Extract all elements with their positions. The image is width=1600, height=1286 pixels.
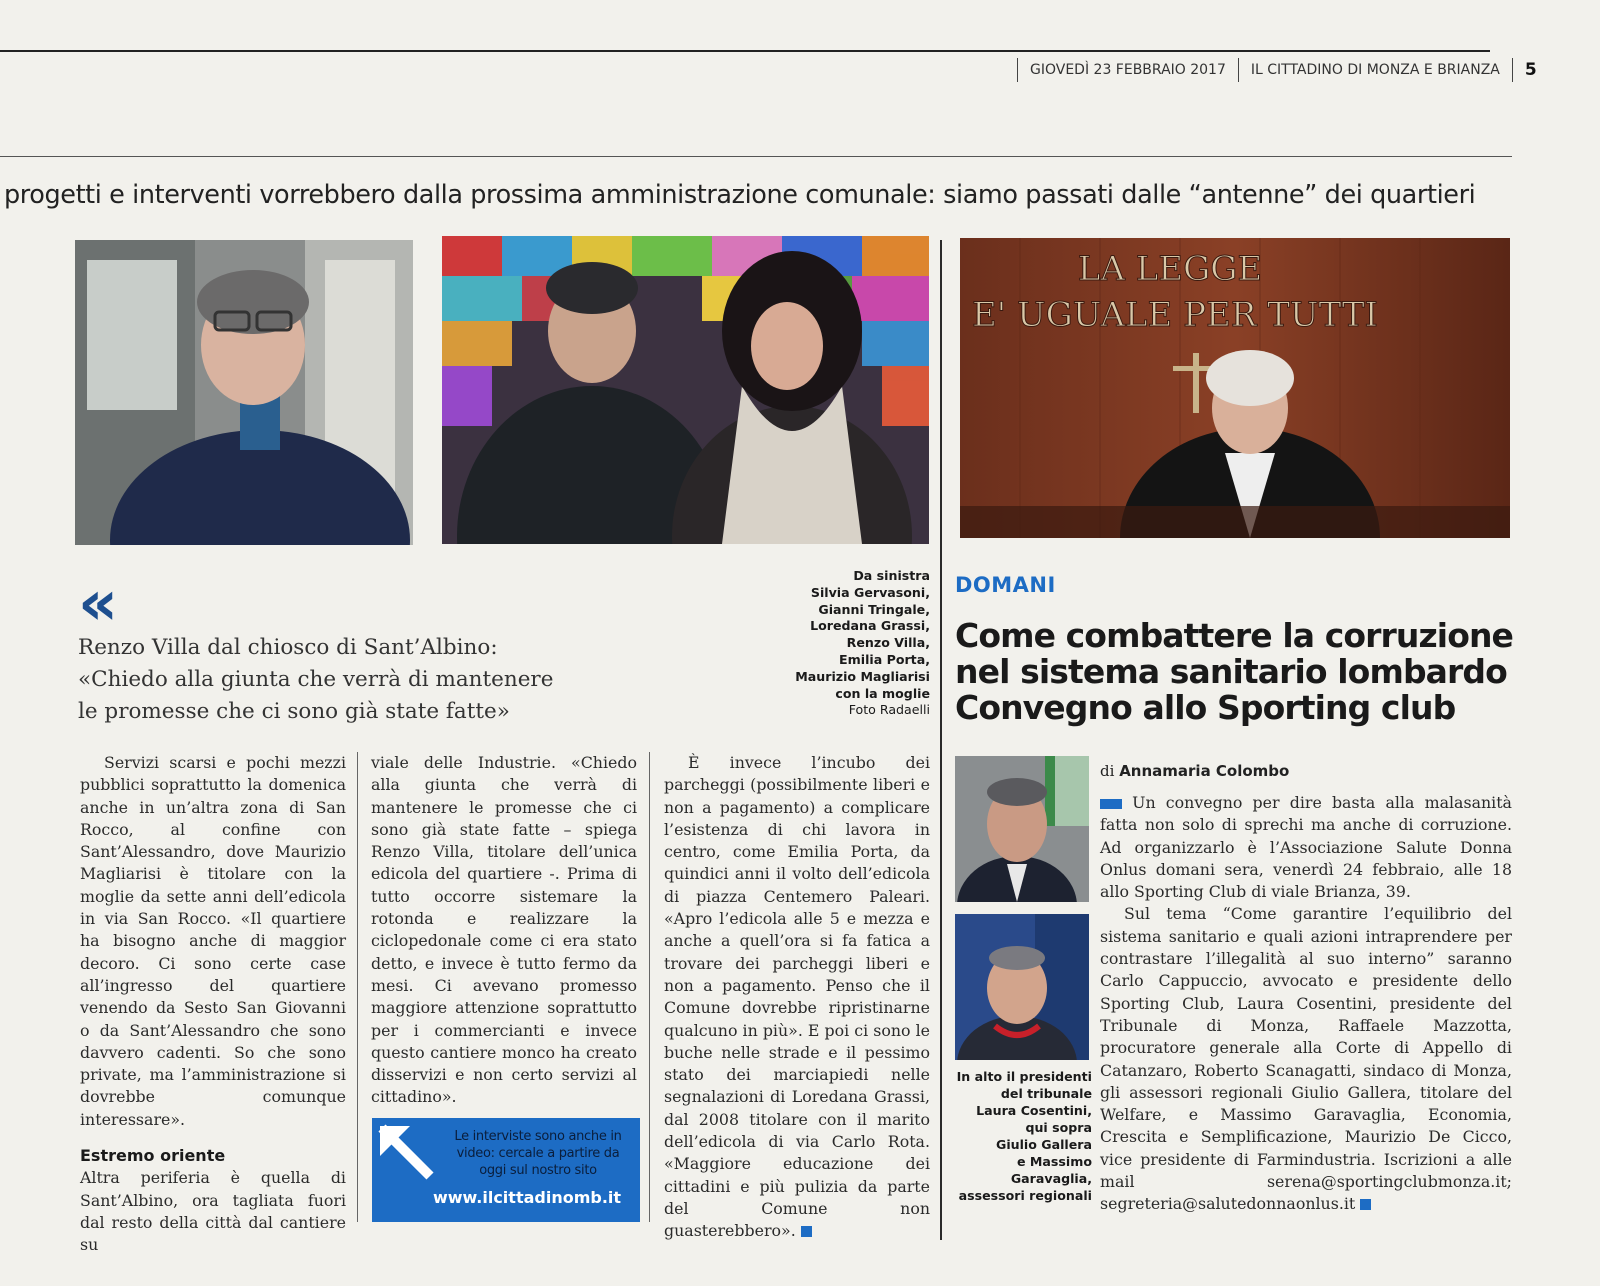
caption-line: e Massimo	[1016, 1154, 1092, 1169]
subheading: Estremo oriente	[80, 1146, 226, 1166]
caption-line: Loredana Grassi,	[810, 618, 930, 634]
photo-credit: Foto Radaelli	[848, 702, 930, 718]
photo-courtroom-image	[960, 238, 1510, 538]
portrait-gallera-image	[955, 756, 1089, 902]
end-mark	[1360, 1199, 1371, 1210]
promo-text: Le interviste sono anche in video: cercale a partire da oggi sul nostro sito	[454, 1129, 622, 1178]
photo-caption	[760, 568, 930, 719]
column-divider	[940, 240, 942, 1240]
article-column-2	[371, 752, 637, 1109]
lead-mark	[1100, 799, 1122, 809]
page-number: 5	[1524, 60, 1537, 80]
caption-line: Garavaglia,	[1010, 1171, 1092, 1186]
column-rule	[649, 752, 650, 1222]
header-date: GIOVEDÌ 23 FEBBRAIO 2017	[1030, 62, 1226, 78]
promo-link[interactable]: www.ilcittadinomb.it	[432, 1188, 622, 1207]
article-title	[955, 618, 1515, 726]
portrait-caption	[950, 1068, 1092, 1204]
photo-kiosk-woman	[75, 240, 413, 545]
photo-newsstand-couple	[442, 236, 929, 544]
header-publication: IL CITTADINO DI MONZA E BRIANZA	[1250, 62, 1500, 78]
article-column-3	[664, 752, 930, 1243]
pull-quote	[78, 632, 628, 728]
article-column-1	[80, 752, 346, 1257]
portrait-gallera	[955, 756, 1089, 902]
caption-line: In alto il presidenti	[956, 1069, 1092, 1084]
pull-quote-line: Renzo Villa dal chiosco di Sant’Albino:	[78, 635, 498, 660]
caption-line: Emilia Porta,	[839, 651, 930, 667]
header-separator	[1512, 58, 1513, 82]
title-line: nel sistema sanitario lombardo	[955, 652, 1507, 691]
caption-line: Gianni Tringale,	[818, 601, 930, 617]
photo-kiosk-woman-image	[75, 240, 413, 545]
courtroom-sign-line2: E' UGUALE PER TUTTI	[971, 295, 1379, 335]
paragraph: viale delle Industrie. «Chiedo alla giunta che verrà di mantenere le promesse che ci sono già state fatte – spiega Renzo Villa, titolare dell’unica edicola del quartiere -. Prima di tutto occorre sistemare la rotonda e realizzare la ciclopedonale come ci era stato detto, e invece è tutto fermo da mesi. Ci avevano promesso maggiore attenzione soprattutto per i commercianti e invece questo cantiere monco ha creato disservizi e non certo servizi al cittadino».	[371, 753, 637, 1107]
arrow-icon	[376, 1122, 436, 1182]
pull-quote-line: «Chiedo alla giunta che verrà di mantenere	[78, 667, 554, 692]
paragraph: Altra periferia è quella di Sant’Albino, ora tagliata fuori dal resto della città dal cantiere su	[80, 1168, 346, 1255]
portrait-garavaglia-image	[955, 914, 1089, 1060]
courtroom-sign-line1: LA LEGGE	[1077, 249, 1263, 289]
paragraph	[1100, 903, 1512, 1215]
section-rule	[0, 156, 1512, 157]
column-rule	[357, 752, 358, 1222]
caption-line: Renzo Villa,	[846, 635, 930, 651]
portrait-garavaglia	[955, 914, 1089, 1060]
byline	[1100, 762, 1289, 780]
photo-newsstand-couple-image	[442, 236, 929, 544]
byline-prefix: di	[1100, 762, 1115, 780]
paragraph	[664, 752, 930, 1243]
article-kicker: DOMANI	[955, 573, 1056, 597]
header-separator	[1238, 58, 1239, 82]
caption-line: qui sopra	[1025, 1120, 1092, 1135]
page-header	[1005, 56, 1537, 84]
paragraph: Servizi scarsi e pochi mezzi pubblici soprattutto la domenica anche in un’altra zona di San Rocco, al confine con Sant’Alessandro, dove Maurizio Magliarisi è titolare con la moglie da sette anni dell’edicola in via San Rocco. «Il quartiere ha bisogno anche di maggior decoro. Ci sono certe case all’ingresso del quartiere venendo da Sesto San Giovanni o da Sant’Alessandro che sono davvero cadenti. So che sono private, ma l’amministrazione si dovrebbe comunque interessare».	[80, 753, 346, 1129]
caption-line: con la moglie	[835, 685, 930, 701]
page-headline: progetti e interventi vorrebbero dalla prossima amministrazione comunale: siamo passati dalle “antenne” dei quartieri	[4, 180, 1476, 210]
pull-quote-line: le promesse che ci sono già state fatte»	[78, 699, 510, 724]
byline-author: Annamaria Colombo	[1119, 762, 1290, 780]
header-separator	[1017, 58, 1018, 82]
caption-line: Laura Cosentini,	[976, 1103, 1092, 1118]
caption-line: Giulio Gallera	[995, 1137, 1092, 1152]
photo-courtroom	[960, 238, 1510, 538]
caption-line: assessori regionali	[958, 1188, 1092, 1203]
paragraph-text: Sul tema “Come garantire l’equilibrio del sistema sanitario e quali azioni intraprendere per contrastare l’illegalità al suo interno” saranno Carlo Cappuccio, avvocato e presidente dello Sporting Club, Laura Cosentini, presidente del Tribunale di Monza, Raffaele Mazzotta, procuratore generale alla Corte di Appello di Catanzaro, Roberto Scanagatti, sindaco di Monza, gli assessori regionali Giulio Gallera, titolare del Welfare, e Massimo Garavaglia, Economia, Crescita e Semplificazione, Maurizio De Cicco, vice presidente di Farmindustria. Iscrizioni a alle mail serena@sportingclubmonza.it; segreteria@salutedonnaonlus.it	[1100, 904, 1512, 1214]
caption-line: Maurizio Magliarisi	[795, 668, 930, 684]
title-line: Come combattere la corruzione	[955, 616, 1514, 655]
caption-line: Da sinistra	[853, 568, 930, 583]
paragraph	[1100, 792, 1512, 903]
end-mark	[801, 1226, 812, 1237]
caption-line: Silvia Gervasoni,	[810, 584, 930, 600]
top-rule	[0, 50, 1490, 52]
article-body-right	[1100, 792, 1512, 1216]
title-line: Convegno allo Sporting club	[955, 688, 1456, 727]
paragraph-text: È invece l’incubo dei parcheggi (possibilmente liberi e non a pagamento) a complicare l’esistenza di chi lavora in centro, come Emilia Porta, da quindici anni il volto dell’edicola di piazza Centemero Paleari. «Apro l’edicola alle 5 e mezza e anche a quell’ora si fa fatica a trovare dei parcheggi liberi e non a pagamento. Penso che il Comune dovrebbe ripristinarne qualcuno in più». E poi ci sono le buche nelle strade e il pessimo stato dei marciapiedi nelle segnalazioni di Loredana Grassi, dal 2008 titolare con il marito dell’edicola di via Carlo Rota. «Maggiore educazione dei cittadini e più pulizia da parte del Comune non guasterebbero».	[664, 753, 930, 1241]
caption-line: del tribunale	[1000, 1086, 1092, 1101]
paragraph-text: Un convegno per dire basta alla malasanità fatta non solo di sprechi ma anche di corruzione. Ad organizzarlo è l’Associazione Salute Donna Onlus domani sera, venerdì 24 febbraio, alle 18 allo Sporting Club di viale Brianza, 39.	[1100, 793, 1512, 902]
video-promo-box[interactable]	[372, 1118, 640, 1222]
quote-mark: «	[78, 566, 113, 639]
